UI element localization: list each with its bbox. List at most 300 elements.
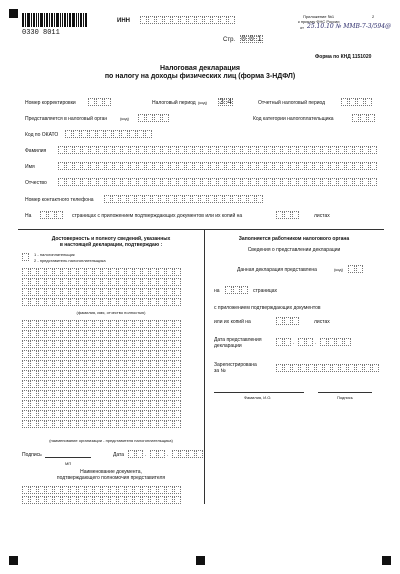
input-cell[interactable] xyxy=(22,400,29,408)
input-cell[interactable] xyxy=(22,410,29,418)
input-cell[interactable] xyxy=(290,146,297,154)
input-cell[interactable] xyxy=(126,350,133,358)
input-cell[interactable] xyxy=(176,195,183,203)
input-cell[interactable] xyxy=(30,330,37,338)
input-cell[interactable] xyxy=(46,400,53,408)
input-cell[interactable] xyxy=(70,340,77,348)
input-cell[interactable] xyxy=(142,288,149,296)
input-cell[interactable] xyxy=(174,496,181,504)
input-cell[interactable] xyxy=(234,178,241,186)
input-cell[interactable] xyxy=(210,178,217,186)
input-cell[interactable] xyxy=(300,364,307,372)
input-cell[interactable] xyxy=(38,320,45,328)
input-cell[interactable] xyxy=(86,360,93,368)
input-cell[interactable] xyxy=(258,178,265,186)
input-cell[interactable] xyxy=(30,390,37,398)
input-cell[interactable] xyxy=(46,320,53,328)
input-cell[interactable] xyxy=(122,178,129,186)
input-cell[interactable] xyxy=(166,486,173,494)
input-cell[interactable] xyxy=(110,420,117,428)
input-cell[interactable] xyxy=(166,340,173,348)
input-cell[interactable] xyxy=(314,146,321,154)
input-cell[interactable] xyxy=(110,278,117,286)
input-cell[interactable] xyxy=(128,195,135,203)
input-cell[interactable] xyxy=(210,146,217,154)
input-cell[interactable] xyxy=(174,400,181,408)
input-cell[interactable] xyxy=(298,146,305,154)
input-cell[interactable] xyxy=(54,288,61,296)
input-cell[interactable] xyxy=(166,330,173,338)
input-cell[interactable] xyxy=(370,178,377,186)
input-cell[interactable] xyxy=(240,195,247,203)
input-cell[interactable] xyxy=(248,195,255,203)
input-cell[interactable] xyxy=(38,350,45,358)
input-cell[interactable] xyxy=(62,486,69,494)
input-cell[interactable] xyxy=(54,340,61,348)
input-cell[interactable] xyxy=(62,496,69,504)
input-cell[interactable] xyxy=(106,162,113,170)
input-cell[interactable] xyxy=(134,390,141,398)
taxpayer-category-cells[interactable] xyxy=(352,114,376,122)
input-cell[interactable] xyxy=(30,360,37,368)
input-cell[interactable] xyxy=(98,162,105,170)
input-cell[interactable] xyxy=(322,178,329,186)
input-cell[interactable] xyxy=(258,162,265,170)
sign-date-year[interactable] xyxy=(172,450,204,458)
grid-row[interactable] xyxy=(22,380,182,388)
input-cell[interactable] xyxy=(62,288,69,296)
input-cell[interactable] xyxy=(78,370,85,378)
input-cell[interactable] xyxy=(62,278,69,286)
input-cell[interactable] xyxy=(22,330,29,338)
input-cell[interactable] xyxy=(86,380,93,388)
input-cell[interactable] xyxy=(194,162,201,170)
input-cell[interactable] xyxy=(54,380,61,388)
input-cell[interactable] xyxy=(78,360,85,368)
input-cell[interactable] xyxy=(256,195,263,203)
input-cell[interactable] xyxy=(174,278,181,286)
input-cell[interactable] xyxy=(22,496,29,504)
input-cell[interactable] xyxy=(122,146,129,154)
input-cell[interactable] xyxy=(346,162,353,170)
input-cell[interactable] xyxy=(70,278,77,286)
input-cell[interactable] xyxy=(86,496,93,504)
input-cell[interactable] xyxy=(150,298,157,306)
input-cell[interactable] xyxy=(274,162,281,170)
input-cell[interactable] xyxy=(158,410,165,418)
input-cell[interactable] xyxy=(150,420,157,428)
input-cell[interactable] xyxy=(118,496,125,504)
grid-row[interactable] xyxy=(22,410,182,418)
input-cell[interactable] xyxy=(54,496,61,504)
input-cell[interactable] xyxy=(22,288,29,296)
input-cell[interactable] xyxy=(22,350,29,358)
input-cell[interactable] xyxy=(338,178,345,186)
input-cell[interactable] xyxy=(112,195,119,203)
input-cell[interactable] xyxy=(150,350,157,358)
input-cell[interactable] xyxy=(70,268,77,276)
input-cell[interactable] xyxy=(170,162,177,170)
input-cell[interactable] xyxy=(78,268,85,276)
input-cell[interactable] xyxy=(160,195,167,203)
input-cell[interactable] xyxy=(166,350,173,358)
input-cell[interactable] xyxy=(94,320,101,328)
input-cell[interactable] xyxy=(54,486,61,494)
input-cell[interactable] xyxy=(174,420,181,428)
grid-row[interactable] xyxy=(22,390,182,398)
input-cell[interactable] xyxy=(166,380,173,388)
input-cell[interactable] xyxy=(118,320,125,328)
input-cell[interactable] xyxy=(158,420,165,428)
input-cell[interactable] xyxy=(282,178,289,186)
grid-row[interactable] xyxy=(22,298,182,306)
input-cell[interactable] xyxy=(58,146,65,154)
input-cell[interactable] xyxy=(126,320,133,328)
input-cell[interactable] xyxy=(110,496,117,504)
submitted-code-cells[interactable] xyxy=(348,265,364,273)
input-cell[interactable] xyxy=(30,400,37,408)
input-cell[interactable] xyxy=(330,178,337,186)
input-cell[interactable] xyxy=(86,410,93,418)
input-cell[interactable] xyxy=(362,162,369,170)
input-cell[interactable] xyxy=(178,162,185,170)
input-cell[interactable] xyxy=(170,146,177,154)
input-cell[interactable] xyxy=(70,288,77,296)
input-cell[interactable] xyxy=(142,496,149,504)
grid-row[interactable] xyxy=(22,278,182,286)
input-cell[interactable] xyxy=(46,288,53,296)
input-cell[interactable] xyxy=(306,146,313,154)
input-cell[interactable] xyxy=(142,486,149,494)
input-cell[interactable] xyxy=(126,496,133,504)
input-cell[interactable] xyxy=(110,380,117,388)
input-cell[interactable] xyxy=(38,496,45,504)
grid-row[interactable] xyxy=(22,288,182,296)
submission-date-year[interactable] xyxy=(320,338,352,346)
input-cell[interactable] xyxy=(98,146,105,154)
sheets-count-cells[interactable] xyxy=(276,211,300,219)
input-cell[interactable] xyxy=(70,410,77,418)
input-cell[interactable] xyxy=(150,288,157,296)
input-cell[interactable] xyxy=(38,340,45,348)
input-cell[interactable] xyxy=(166,370,173,378)
input-cell[interactable] xyxy=(250,178,257,186)
input-cell[interactable] xyxy=(226,162,233,170)
input-cell[interactable] xyxy=(70,486,77,494)
input-cell[interactable] xyxy=(62,350,69,358)
input-cell[interactable] xyxy=(154,178,161,186)
input-cell[interactable] xyxy=(192,195,199,203)
input-cell[interactable] xyxy=(110,360,117,368)
input-cell[interactable] xyxy=(150,340,157,348)
input-cell[interactable] xyxy=(46,420,53,428)
input-cell[interactable] xyxy=(54,350,61,358)
input-cell[interactable] xyxy=(126,400,133,408)
input-cell[interactable] xyxy=(62,340,69,348)
input-cell[interactable] xyxy=(86,350,93,358)
input-cell[interactable] xyxy=(74,178,81,186)
input-cell[interactable] xyxy=(70,370,77,378)
input-cell[interactable] xyxy=(102,320,109,328)
input-cell[interactable] xyxy=(118,340,125,348)
input-cell[interactable] xyxy=(62,330,69,338)
input-cell[interactable] xyxy=(158,486,165,494)
input-cell[interactable] xyxy=(118,370,125,378)
input-cell[interactable] xyxy=(322,146,329,154)
input-cell[interactable] xyxy=(158,496,165,504)
input-cell[interactable] xyxy=(174,390,181,398)
input-cell[interactable] xyxy=(202,178,209,186)
input-cell[interactable] xyxy=(54,400,61,408)
input-cell[interactable] xyxy=(110,330,117,338)
input-cell[interactable] xyxy=(110,288,117,296)
grid-row[interactable] xyxy=(22,486,182,494)
input-cell[interactable] xyxy=(126,390,133,398)
input-cell[interactable] xyxy=(102,400,109,408)
input-cell[interactable] xyxy=(166,400,173,408)
input-cell[interactable] xyxy=(166,360,173,368)
input-cell[interactable] xyxy=(78,486,85,494)
input-cell[interactable] xyxy=(170,178,177,186)
input-cell[interactable] xyxy=(30,350,37,358)
input-cell[interactable] xyxy=(30,486,37,494)
input-cell[interactable] xyxy=(46,390,53,398)
input-cell[interactable] xyxy=(70,496,77,504)
input-cell[interactable] xyxy=(354,162,361,170)
input-cell[interactable] xyxy=(134,330,141,338)
input-cell[interactable] xyxy=(22,298,29,306)
input-cell[interactable] xyxy=(110,400,117,408)
input-cell[interactable] xyxy=(152,195,159,203)
input-cell[interactable] xyxy=(94,390,101,398)
input-cell[interactable] xyxy=(242,146,249,154)
input-cell[interactable] xyxy=(110,486,117,494)
input-cell[interactable] xyxy=(78,410,85,418)
input-cell[interactable] xyxy=(38,360,45,368)
input-cell[interactable] xyxy=(110,410,117,418)
input-cell[interactable] xyxy=(162,146,169,154)
input-cell[interactable] xyxy=(362,146,369,154)
input-cell[interactable] xyxy=(194,146,201,154)
input-cell[interactable] xyxy=(142,420,149,428)
grid-row[interactable] xyxy=(22,330,182,338)
input-cell[interactable] xyxy=(166,420,173,428)
input-cell[interactable] xyxy=(150,268,157,276)
input-cell[interactable] xyxy=(166,268,173,276)
input-cell[interactable] xyxy=(126,486,133,494)
input-cell[interactable] xyxy=(70,380,77,388)
input-cell[interactable] xyxy=(54,410,61,418)
input-cell[interactable] xyxy=(102,330,109,338)
input-cell[interactable] xyxy=(134,350,141,358)
input-cell[interactable] xyxy=(94,298,101,306)
input-cell[interactable] xyxy=(126,288,133,296)
name-cells[interactable] xyxy=(58,162,378,170)
input-cell[interactable] xyxy=(314,162,321,170)
input-cell[interactable] xyxy=(38,370,45,378)
input-cell[interactable] xyxy=(174,288,181,296)
input-cell[interactable] xyxy=(130,178,137,186)
input-cell[interactable] xyxy=(150,278,157,286)
input-cell[interactable] xyxy=(94,360,101,368)
input-cell[interactable] xyxy=(78,330,85,338)
input-cell[interactable] xyxy=(354,178,361,186)
input-cell[interactable] xyxy=(118,350,125,358)
input-cell[interactable] xyxy=(150,370,157,378)
input-cell[interactable] xyxy=(78,496,85,504)
input-cell[interactable] xyxy=(30,420,37,428)
input-cell[interactable] xyxy=(372,364,379,372)
input-cell[interactable] xyxy=(30,320,37,328)
input-cell[interactable] xyxy=(94,380,101,388)
input-cell[interactable] xyxy=(154,162,161,170)
input-cell[interactable] xyxy=(46,340,53,348)
input-cell[interactable] xyxy=(30,268,37,276)
input-cell[interactable] xyxy=(126,278,133,286)
input-cell[interactable] xyxy=(30,278,37,286)
input-cell[interactable] xyxy=(242,162,249,170)
input-cell[interactable] xyxy=(74,162,81,170)
input-cell[interactable] xyxy=(78,278,85,286)
input-cell[interactable] xyxy=(38,486,45,494)
input-cell[interactable] xyxy=(346,178,353,186)
input-cell[interactable] xyxy=(104,195,111,203)
input-cell[interactable] xyxy=(30,410,37,418)
input-cell[interactable] xyxy=(250,162,257,170)
tax-authority-cells[interactable] xyxy=(138,114,170,122)
input-cell[interactable] xyxy=(22,420,29,428)
input-cell[interactable] xyxy=(86,370,93,378)
input-cell[interactable] xyxy=(38,268,45,276)
input-cell[interactable] xyxy=(234,162,241,170)
input-cell[interactable] xyxy=(118,288,125,296)
input-cell[interactable] xyxy=(38,390,45,398)
input-cell[interactable] xyxy=(348,364,355,372)
input-cell[interactable] xyxy=(118,420,125,428)
input-cell[interactable] xyxy=(94,486,101,494)
input-cell[interactable] xyxy=(78,288,85,296)
input-cell[interactable] xyxy=(166,298,173,306)
input-cell[interactable] xyxy=(114,162,121,170)
input-cell[interactable] xyxy=(122,162,129,170)
input-cell[interactable] xyxy=(62,370,69,378)
input-cell[interactable] xyxy=(94,410,101,418)
input-cell[interactable] xyxy=(134,380,141,388)
input-cell[interactable] xyxy=(62,360,69,368)
input-cell[interactable] xyxy=(218,162,225,170)
input-cell[interactable] xyxy=(130,146,137,154)
input-cell[interactable] xyxy=(126,298,133,306)
input-cell[interactable] xyxy=(330,162,337,170)
grid-row[interactable] xyxy=(22,340,182,348)
input-cell[interactable] xyxy=(130,162,137,170)
input-cell[interactable] xyxy=(282,162,289,170)
input-cell[interactable] xyxy=(46,370,53,378)
input-cell[interactable] xyxy=(284,364,291,372)
input-cell[interactable] xyxy=(174,330,181,338)
input-cell[interactable] xyxy=(162,178,169,186)
input-cell[interactable] xyxy=(290,162,297,170)
input-cell[interactable] xyxy=(38,330,45,338)
input-cell[interactable] xyxy=(120,195,127,203)
input-cell[interactable] xyxy=(30,380,37,388)
input-cell[interactable] xyxy=(126,370,133,378)
input-cell[interactable] xyxy=(54,268,61,276)
input-cell[interactable] xyxy=(202,162,209,170)
input-cell[interactable] xyxy=(82,146,89,154)
input-cell[interactable] xyxy=(166,288,173,296)
input-cell[interactable] xyxy=(134,288,141,296)
input-cell[interactable] xyxy=(54,370,61,378)
input-cell[interactable] xyxy=(110,320,117,328)
input-cell[interactable] xyxy=(22,380,29,388)
input-cell[interactable] xyxy=(54,390,61,398)
input-cell[interactable] xyxy=(346,146,353,154)
input-cell[interactable] xyxy=(226,178,233,186)
input-cell[interactable] xyxy=(232,195,239,203)
input-cell[interactable] xyxy=(224,195,231,203)
input-cell[interactable] xyxy=(134,410,141,418)
input-cell[interactable] xyxy=(306,178,313,186)
input-cell[interactable] xyxy=(54,298,61,306)
input-cell[interactable] xyxy=(102,268,109,276)
input-cell[interactable] xyxy=(208,195,215,203)
input-cell[interactable] xyxy=(70,390,77,398)
input-cell[interactable] xyxy=(70,420,77,428)
page-number-cells[interactable]: 0 0 1 xyxy=(241,35,262,44)
input-cell[interactable] xyxy=(70,400,77,408)
input-cell[interactable] xyxy=(266,178,273,186)
phone-cells[interactable] xyxy=(104,195,264,203)
input-cell[interactable] xyxy=(102,410,109,418)
input-cell[interactable] xyxy=(110,390,117,398)
input-cell[interactable] xyxy=(150,330,157,338)
input-cell[interactable] xyxy=(354,146,361,154)
input-cell[interactable] xyxy=(22,268,29,276)
input-cell[interactable] xyxy=(46,350,53,358)
input-cell[interactable] xyxy=(90,178,97,186)
input-cell[interactable] xyxy=(226,146,233,154)
input-cell[interactable] xyxy=(30,496,37,504)
input-cell[interactable] xyxy=(86,340,93,348)
input-cell[interactable] xyxy=(94,340,101,348)
input-cell[interactable] xyxy=(298,162,305,170)
pages-count-cells[interactable] xyxy=(40,211,64,219)
input-cell[interactable] xyxy=(292,364,299,372)
input-cell[interactable] xyxy=(150,360,157,368)
input-cell[interactable] xyxy=(62,400,69,408)
input-cell[interactable] xyxy=(114,146,121,154)
input-cell[interactable] xyxy=(46,496,53,504)
input-cell[interactable] xyxy=(218,178,225,186)
input-cell[interactable] xyxy=(174,380,181,388)
input-cell[interactable] xyxy=(126,380,133,388)
input-cell[interactable] xyxy=(134,298,141,306)
input-cell[interactable] xyxy=(150,496,157,504)
input-cell[interactable] xyxy=(174,410,181,418)
input-cell[interactable] xyxy=(126,420,133,428)
registration-number-cells[interactable] xyxy=(276,364,380,372)
input-cell[interactable] xyxy=(134,420,141,428)
input-cell[interactable] xyxy=(126,330,133,338)
input-cell[interactable] xyxy=(46,278,53,286)
input-cell[interactable] xyxy=(38,420,45,428)
input-cell[interactable] xyxy=(86,486,93,494)
input-cell[interactable] xyxy=(126,410,133,418)
input-cell[interactable] xyxy=(146,178,153,186)
organization-grid[interactable] xyxy=(22,320,182,430)
input-cell[interactable] xyxy=(102,298,109,306)
